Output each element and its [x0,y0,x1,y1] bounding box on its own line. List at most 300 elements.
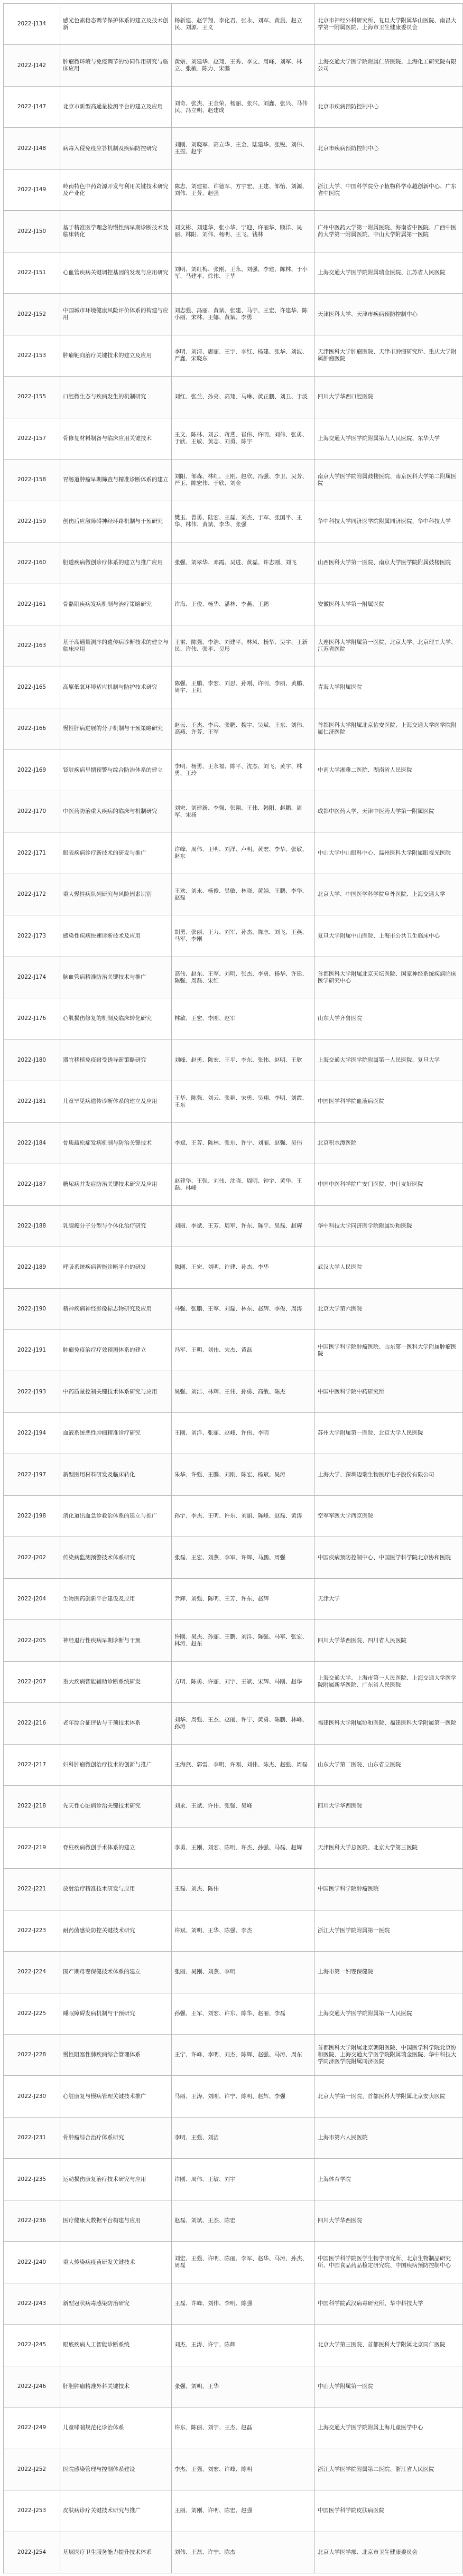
project-org-cell: 北京大学第三医院、首都医科大学附属北京同仁医院 [315,2325,463,2366]
project-people-cell: 赵建华、王强、刘伟、沈晓、周明、钟宇、黄华、王磊、林峰 [172,1164,315,1205]
project-id-cell: 2022-J172 [4,874,60,915]
project-org-cell: 上海交通大学医学院附属第一人民医院、复旦大学 [315,1039,463,1081]
project-org-cell: 空军军医大学西京医院 [315,1495,463,1537]
table-row [4,86,463,127]
project-id-cell: 2022-J184 [4,1122,60,1164]
project-org-cell: 北京大学第一医院、首都医科大学附属北京安贞医院 [315,2076,463,2117]
project-org-cell: 上海市第一妇婴保健院 [315,1952,463,1993]
table-row [4,791,463,832]
table-row [4,1578,463,1619]
project-org-cell: 中国疾病预防控制中心、中国医学科学院北京协和医院 [315,1537,463,1578]
project-org-cell: 苏州大学附属第一医院、北京大学人民医院 [315,1412,463,1454]
project-org-cell: 北京大学医学部、北京市卫生健康委员会 [315,2532,463,2573]
table-row [4,1495,463,1537]
project-org-cell: 福建医科大学附属协和医院、福建医科大学附属第一医院 [315,1703,463,1744]
table-row [4,377,463,418]
table-row [4,2076,463,2117]
project-id-cell: 2022-J217 [4,1744,60,1785]
table-row [4,2034,463,2075]
project-title-cell: 重大疾病智能辅助诊断系统研发 [60,1661,172,1702]
project-org-cell: 四川大学华西医院、四川省人民医院 [315,1620,463,1661]
project-id-cell: 2022-J181 [4,1081,60,1122]
project-org-cell: 天津医科大学总医院、北京大学第三医院 [315,1827,463,1868]
project-people-cell: 张磊、王宏、刘燕、李军、许辉、马鹏、周强 [172,1537,315,1578]
project-org-cell: 山东大学齐鲁医院 [315,998,463,1039]
project-id-cell: 2022-J174 [4,957,60,998]
project-org-cell: 浙江大学、中国科学院分子植物科学卓越创新中心、广东省中医院 [315,169,463,210]
project-org-cell: 山东大学第二医院、山东省立医院 [315,1744,463,1785]
project-people-cell: 樊玉、曾勇、陆宏、王磊、刘杰、于军、张国平、王华、林伟、黄斌、李华、张强 [172,501,315,542]
project-org-cell: 中国医学科学院肿瘤医院 [315,1869,463,1910]
table-row [4,998,463,1039]
project-id-cell: 2022-J223 [4,1910,60,1951]
table-row [4,1164,463,1205]
table-row [4,1454,463,1495]
project-people-cell: 刘峰、赵勇、陈宏、王平、李东、张伟、赵明、王欣 [172,1039,315,1081]
project-id-cell: 2022-J236 [4,2200,60,2241]
project-title-cell: 皮肤病诊疗关键技术研究与推广 [60,2490,172,2532]
project-people-cell: 尹辉、刘强、陈明、王芳、许东、赵辉 [172,1578,315,1619]
table-row [4,1247,463,1288]
project-org-cell: 大连医科大学附属第一医院、北京大学、北京理工大学、江苏省医院 [315,625,463,667]
project-org-cell: 中国中医科学院中药研究所 [315,1371,463,1412]
table-row [4,1122,463,1164]
table-row [4,1703,463,1744]
project-title-cell: 消化道出血急诊救治体系的建立与推广 [60,1495,172,1537]
table-row [4,2325,463,2366]
project-title-cell: 中国城市环境健康风险评价体系的构建与应用 [60,294,172,335]
table-row [4,460,463,501]
project-org-cell: 上海大学、深圳迈瑞生物医疗电子股份有限公司 [315,1454,463,1495]
awards-table-body [4,4,463,2573]
project-org-cell: 上海交通大学医学院附属瑞金医院、江苏省人民医院 [315,252,463,293]
project-people-cell: 许斌、刘明、王华、陈强、李杰 [172,1910,315,1951]
project-people-cell: 赵云、王杰、李兵、张鹏、魏宇、吴斌、王东、刘伟、高燕、许芳、王军 [172,708,315,749]
project-people-cell: 刘华、周强、王杰、赵丽、许宁、黄勇、陈鹏、林峰、孙涛 [172,1703,315,1744]
project-people-cell: 陈强、王鹏、李宏、刘思、孙刚、许明、李丽、黄鹏、周宇、王红 [172,667,315,708]
table-row [4,169,463,210]
project-title-cell: 口腔微生态与疾病发生的机制研究 [60,377,172,418]
project-id-cell: 2022-J193 [4,1371,60,1412]
project-people-cell: 刘伟、王磊、许宁、陈杰 [172,2532,315,2573]
project-title-cell: 高原低氧环境适应机制与防护技术研究 [60,667,172,708]
project-org-cell: 中国中医科学院广安门医院、中日友好医院 [315,1164,463,1205]
project-people-cell: 刘奇、张杰、王金荣、杨丽、张兴、刘鑫、张兴、马伟民、冯立明、赵建成 [172,86,315,127]
project-title-cell: 基于精准医学理念的慢性病早期诊断技术及临床转化 [60,211,172,252]
project-org-cell: 首都医科大学附属北京佑安医院、上海交通大学医学院附属仁济医院 [315,708,463,749]
project-title-cell: 中药质量控制关键技术体系研究与应用 [60,1371,172,1412]
project-org-cell: 中山大学附属第一医院 [315,2366,463,2407]
table-row [4,708,463,749]
project-people-cell: 王宁、许峰、李明、刘杰、陈辉、赵强、马涛、周东 [172,2034,315,2075]
table-row [4,45,463,86]
project-id-cell: 2022-J225 [4,1993,60,2034]
table-row [4,2490,463,2532]
project-people-cell: 方明、陈勇、许丽、刘宇、王斌、宋辉、马刚、赵华 [172,1661,315,1702]
project-org-cell: 华中科技大学同济医学院附属同济医院、华中科技大学 [315,501,463,542]
project-people-cell: 吴强、刘洁、林辉、王伟、孙勇、高敏、陈杰 [172,1371,315,1412]
table-row [4,1537,463,1578]
project-org-cell: 北京市神经外科研究所、复旦大学附属华山医院、南昌大学第一附属医院、上海市卫生健康委员会 [315,4,463,45]
project-org-cell: 中国医学科学院血液病医院 [315,1081,463,1122]
project-id-cell: 2022-J197 [4,1454,60,1495]
project-title-cell: 先天性心脏病诊治关键技术研究 [60,1786,172,1827]
project-people-cell: 王文、陈林、刘云、蒋燕、崔伟、许明、刘伟、张勇、于欣、王敏、黄志、刘勇、陈宇 [172,418,315,459]
table-row [4,1910,463,1951]
table-row [4,1205,463,1247]
project-people-cell: 李勇、王刚、刘宏、陈明、许杰、孙强、马磊、赵辉 [172,1827,315,1868]
project-title-cell: 感光色素稳态调节保护体系的建立及技术创新 [60,4,172,45]
table-row [4,542,463,584]
project-title-cell: 脊柱疾病微创手术体系的建立 [60,1827,172,1868]
project-title-cell: 运动损伤康复治疗技术研究与应用 [60,2159,172,2200]
table-row [4,750,463,791]
project-org-cell: 北京市疾病预防控制中心 [315,128,463,169]
table-row [4,832,463,874]
project-people-cell: 冯军、王明、刘伟、宋杰、黄磊 [172,1330,315,1371]
project-id-cell: 2022-J240 [4,2242,60,2283]
project-people-cell: 刘杰、王涛、许宁、陈辉 [172,2325,315,2366]
project-title-cell: 胆道疾病微创诊疗体系的建立与推广应用 [60,542,172,584]
project-title-cell: 骨骼肌疾病发病机制与治疗策略研究 [60,584,172,625]
project-org-cell: 四川大学华西医院 [315,1786,463,1827]
project-id-cell: 2022-J189 [4,1247,60,1288]
project-people-cell: 王磊、刘杰、陈伟 [172,1869,315,1910]
project-id-cell: 2022-J205 [4,1620,60,1661]
project-org-cell: 山西医科大学第一医院、南京大学医学院附属鼓楼医院 [315,542,463,584]
project-title-cell: 围产期母婴保健技术体系的建立 [60,1952,172,1993]
project-people-cell: 王华、陈强、刘云、张艳、宋勇、吴翔、李明、刘霞、王东 [172,1081,315,1122]
project-org-cell: 中国医学科学院肿瘤医院、山东第一医科大学附属肿瘤医院 [315,1330,463,1371]
table-row [4,2366,463,2407]
project-id-cell: 2022-J155 [4,377,60,418]
project-title-cell: 医院感染管理与控制体系建设 [60,2449,172,2490]
table-row [4,1330,463,1371]
table-row [4,335,463,376]
table-row [4,252,463,293]
project-id-cell: 2022-J161 [4,584,60,625]
project-people-cell: 王欢、刘永、杨俊、吴敏、林晓、黄娟、王鹏、李华、赵磊 [172,874,315,915]
project-people-cell: 许峰、周伟、王明、刘洋、卢明、黄宏、李华、张敏、赵东 [172,832,315,874]
project-id-cell: 2022-J142 [4,45,60,86]
project-people-cell: 刘宏、刘建新、李强、张翔、王伟、韩阳、赵鹏、周军、宋扬 [172,791,315,832]
project-people-cell: 许东、陈丽、刘宇、王杰、赵磊 [172,2408,315,2449]
project-title-cell: 脑血管病精准防治关键技术与推广 [60,957,172,998]
project-title-cell: 呼吸系统疾病智能诊断平台的研发 [60,1247,172,1288]
table-row [4,1786,463,1827]
table-row [4,584,463,625]
table-row [4,2283,463,2324]
table-row [4,874,463,915]
project-people-cell: 孙强、王军、刘宏、许东、陈华、赵丽、李磊 [172,1993,315,2034]
project-id-cell: 2022-J166 [4,708,60,749]
table-row [4,1744,463,1785]
project-people-cell: 刘宏、王强、许明、陈丽、李军、赵华、马涛、孙杰、周磊 [172,2242,315,2283]
table-row [4,2532,463,2573]
project-id-cell: 2022-J245 [4,2325,60,2366]
table-row [4,2200,463,2241]
project-title-cell: 创伤后应激障碍神经环路机制与干预研究 [60,501,172,542]
project-title-cell: 神经退行性疾病早期诊断与干预 [60,1620,172,1661]
project-title-cell: 心血管疾病关键调控基因的发现与应用研究 [60,252,172,293]
project-org-cell: 浙江大学医学院附属第一医院 [315,1910,463,1951]
project-id-cell: 2022-J153 [4,335,60,376]
project-id-cell: 2022-J194 [4,1412,60,1454]
project-title-cell: 基层医疗卫生服务能力提升技术体系 [60,2532,172,2573]
project-org-cell: 天津医科大学、天津市疾病预防控制中心 [315,294,463,335]
project-people-cell: 李杰、王强、刘宏、许峰、陈明 [172,2449,315,2490]
project-id-cell: 2022-J163 [4,625,60,667]
project-id-cell: 2022-J207 [4,1661,60,1702]
project-title-cell: 重大慢性病队列研究与风险因素识别 [60,874,172,915]
table-row [4,501,463,542]
project-title-cell: 重大传染病疫苗研发关键技术 [60,2242,172,2283]
project-people-cell: 刘丽、李斌、王芳、周军、许东、陈平、吴磊、赵辉 [172,1205,315,1247]
project-title-cell: 乳腺癌分子分型与个体化治疗研究 [60,1205,172,1247]
table-row [4,1081,463,1122]
project-people-cell: 刘明、刘红梅、张刚、王永、刘强、李建、陈林、于小军、马建平、徐伟、王华 [172,252,315,293]
project-org-cell: 武汉大学人民医院 [315,1247,463,1288]
project-org-cell: 上海体育学院 [315,2159,463,2200]
table-row [4,2159,463,2200]
table-row [4,2242,463,2283]
project-people-cell: 刘刚、刘晓军、高立华、王金、陆建华、张锐、刘伟、王振、赵宇 [172,128,315,169]
project-title-cell: 心脏康复与慢病管理关键技术推广 [60,2076,172,2117]
table-row [4,1869,463,1910]
project-people-cell: 马强、张鹏、王军、刘磊、林东、赵辉、李俊、周涛 [172,1288,315,1329]
project-org-cell: 上海交通大学医学院附属第一人民医院 [315,1993,463,2034]
project-id-cell: 2022-J173 [4,915,60,957]
project-org-cell: 中山大学中山眼科中心、温州医科大学附属眼视光医院 [315,832,463,874]
table-row [4,1952,463,1993]
project-title-cell: 新型冠状病毒感染防治研究 [60,2283,172,2324]
project-people-cell: 王海燕、郭雷、李明、许刚、刘伟、陈杰、赵强、周磊 [172,1744,315,1785]
project-org-cell: 上海市第六人民医院 [315,2117,463,2158]
project-people-cell: 高伟、赵东、王军、刘明、张杰、李勇、杨华、许建、陈强、周磊、宋红 [172,957,315,998]
project-title-cell: 老年综合征评估与干预技术体系 [60,1703,172,1744]
project-org-cell: 中南大学湘雅二医院、湖南省人民医院 [315,750,463,791]
project-id-cell: 2022-J134 [4,4,60,45]
project-people-cell: 李明、王强、刘洁 [172,2117,315,2158]
project-title-cell: 血液系统恶性肿瘤精准诊疗研究 [60,1412,172,1454]
project-id-cell: 2022-J160 [4,542,60,584]
project-people-cell: 许海、王俊、杨华、潘林、李燕、王鹏 [172,584,315,625]
project-id-cell: 2022-J228 [4,2034,60,2075]
project-id-cell: 2022-J216 [4,1703,60,1744]
project-title-cell: 骨修复材料制备与临床应用关键技术 [60,418,172,459]
project-people-cell: 朱华、许强、王鹏、刘刚、陈宏、杨斌、吴涛 [172,1454,315,1495]
project-title-cell: 肿瘤免疫治疗疗效预测体系的建立 [60,1330,172,1371]
project-id-cell: 2022-J180 [4,1039,60,1081]
project-title-cell: 医疗健康大数据平台构建与应用 [60,2200,172,2241]
project-org-cell: 天津医科大学肿瘤医院、天津市肿瘤研究所、重庆大学附属肿瘤医院 [315,335,463,376]
project-org-cell: 中国科学院武汉病毒研究所、华中科技大学 [315,2283,463,2324]
project-id-cell: 2022-J150 [4,211,60,252]
table-row [4,1661,463,1702]
project-id-cell: 2022-J243 [4,2283,60,2324]
project-people-cell: 许刚、吴杰、孙丽、王鹏、刘洋、陈强、马军、张宏、林涛、赵东 [172,1620,315,1661]
project-id-cell: 2022-J254 [4,2532,60,2573]
project-title-cell: 中医药防治重大疾病的临床与机制研究 [60,791,172,832]
project-id-cell: 2022-J246 [4,2366,60,2407]
table-row [4,128,463,169]
table-row [4,667,463,708]
table-row [4,1371,463,1412]
project-org-cell: 上海交通大学医学院附属第九人民医院、东华大学 [315,418,463,459]
project-id-cell: 2022-J221 [4,1869,60,1910]
project-id-cell: 2022-J165 [4,667,60,708]
project-id-cell: 2022-J157 [4,418,60,459]
project-org-cell: 首都医科大学附属北京朝阳医院、中国医学科学院北京协和医院、上海交通大学医学院附属瑞金医院、华中科技大学同济医学院附属同济医院 [315,2034,463,2075]
project-people-cell: 李明、刘清、唐丽、王宇、李红、杨建、张华、刘波、严鑫、宋晓东 [172,335,315,376]
project-org-cell: 安徽医科大学第一附属医院 [315,584,463,625]
project-title-cell: 骨肿瘤综合治疗体系研究 [60,2117,172,2158]
project-id-cell: 2022-J151 [4,252,60,293]
project-title-cell: 肾脏疾病早期预警与综合防治体系的建立 [60,750,172,791]
project-id-cell: 2022-J152 [4,294,60,335]
project-id-cell: 2022-J187 [4,1164,60,1205]
project-id-cell: 2022-J148 [4,128,60,169]
project-people-cell: 刘永、王斌、许伟、张强、吴峰 [172,1786,315,1827]
project-people-cell: 王刚、刘洋、张丽、赵峰、许伟、李明 [172,1412,315,1454]
project-org-cell: 复旦大学附属中山医院、上海市公共卫生临床中心 [315,915,463,957]
project-people-cell: 刘红、张兰、孙亮、高翔、马琳、黄正鹏、刘卫、于波 [172,377,315,418]
project-title-cell: 心肌损伤修复的机制及临床转化研究 [60,998,172,1039]
project-id-cell: 2022-J170 [4,791,60,832]
project-org-cell: 浙江大学医学院附属第二医院、浙江省人民医院 [315,2449,463,2490]
project-title-cell: 放射治疗精准技术研发与应用 [60,1869,172,1910]
project-title-cell: 感染性疾病快速诊断技术及应用 [60,915,172,957]
project-people-cell: 刘阳、邹森、林红、王刚、赵欣、冯强、李卫、吴芳、严玉、陈宏伟、于欣、刘金 [172,460,315,501]
project-id-cell: 2022-J188 [4,1205,60,1247]
project-people-cell: 李明、杨勇、王永福、陈平、沈杰、刘飞、黄宇、林勇、王玲 [172,750,315,791]
project-id-cell: 2022-J191 [4,1330,60,1371]
project-people-cell: 王丽、刘刚、许明、陈宏、赵强 [172,2490,315,2532]
project-title-cell: 胃肠道肿瘤早期筛查与精准诊断体系的建立 [60,460,172,501]
project-title-cell: 儿童哮喘规范化诊治体系 [60,2408,172,2449]
table-row [4,4,463,45]
project-org-cell: 四川大学华西医院 [315,2200,463,2241]
project-org-cell: 北京大学、中国医学科学院阜外医院、上海交通大学 [315,874,463,915]
table-row [4,1827,463,1868]
project-title-cell: 岭南特色中药资源开发与利用关键技术研究及产业化 [60,169,172,210]
table-row [4,2449,463,2490]
project-title-cell: 妇科肿瘤微创治疗技术的创新与推广 [60,1744,172,1785]
project-id-cell: 2022-J147 [4,86,60,127]
project-title-cell: 生物医药创新平台建设及应用 [60,1578,172,1619]
project-id-cell: 2022-J253 [4,2490,60,2532]
project-people-cell: 许刚、周伟、王敏、刘宇 [172,2159,315,2200]
project-id-cell: 2022-J224 [4,1952,60,1993]
project-org-cell: 北京积水潭医院 [315,1122,463,1164]
project-id-cell: 2022-J176 [4,998,60,1039]
table-row [4,1412,463,1454]
project-id-cell: 2022-J169 [4,750,60,791]
table-row [4,1993,463,2034]
project-people-cell: 陈刚、王宏、刘明、许建、孙杰、李华 [172,1247,315,1288]
project-people-cell: 王磊、许峰、刘伟、李明、陈强 [172,2283,315,2324]
table-row [4,957,463,998]
project-title-cell: 新型医用材料研发及临床转化 [60,1454,172,1495]
project-id-cell: 2022-J171 [4,832,60,874]
table-row [4,2117,463,2158]
project-title-cell: 基于高通量测序的遗传病诊断技术的建立与临床应用 [60,625,172,667]
project-people-cell: 张强、刘翠华、邓霞、吴进、黄磊、许志刚、刘飞 [172,542,315,584]
project-org-cell: 上海交通大学医学院附属上海儿童医学中心 [315,2408,463,2449]
project-id-cell: 2022-J231 [4,2117,60,2158]
project-org-cell: 天津大学 [315,1578,463,1619]
project-id-cell: 2022-J252 [4,2449,60,2490]
project-people-cell: 刘文彬、刘建华、张小华、宁迎、许丽华、顾洋、吴丽、林阳、刘伟、杨明、王飞、钱林 [172,211,315,252]
project-title-cell: 慢性阻塞性肺疾病综合管理体系 [60,2034,172,2075]
project-people-cell: 杨新建、赵学翔、李化君、张永、刘军、黄晨、赵立民、刘源、王义 [172,4,315,45]
project-id-cell: 2022-J219 [4,1827,60,1868]
project-title-cell: 儿童罕见病遗传诊断体系的建立及应用 [60,1081,172,1122]
project-people-cell: 陈志、刘建福、许德军、方宇宏、王建、邹怡、刘源、刘伟、王芳、赵强 [172,169,315,210]
project-org-cell: 广州中医药大学第一附属医院、海南省中医院、广西中医药大学第一附属医院、中山大学附属第一医院 [315,211,463,252]
project-title-cell: 肿瘤微环境与免疫调节的协同作用研究与临床应用 [60,45,172,86]
project-title-cell: 精神疾病神经影像标志物研究及应用 [60,1288,172,1329]
project-id-cell: 2022-J204 [4,1578,60,1619]
project-org-cell: 华中科技大学同济医学院附属协和医院 [315,1205,463,1247]
table-row [4,211,463,252]
project-org-cell: 南京大学医学院附属鼓楼医院、南京医科大学第二附属医院 [315,460,463,501]
project-id-cell: 2022-J202 [4,1537,60,1578]
project-id-cell: 2022-J249 [4,2408,60,2449]
project-people-cell: 李斌、王芳、陈林、张东、许宁、刘丽、赵强、吴伟 [172,1122,315,1164]
project-id-cell: 2022-J149 [4,169,60,210]
project-id-cell: 2022-J230 [4,2076,60,2117]
awards-table [3,3,463,2573]
project-title-cell: 眼底疾病人工智能诊断系统 [60,2325,172,2366]
project-org-cell: 中国医学科学院皮肤病医院 [315,2490,463,2532]
project-title-cell: 器官移植免疫耐受诱导新策略研究 [60,1039,172,1081]
project-title-cell: 传染病监测预警技术体系研究 [60,1537,172,1578]
project-org-cell: 上海交通大学医学院附属仁济医院、上海化工研究院有限公司 [315,45,463,86]
project-title-cell: 骨质疏松症发病机制与防治关键技术 [60,1122,172,1164]
project-title-cell: 耐药菌感染防控关键技术研究 [60,1910,172,1951]
project-people-cell: 马丽、王涛、刘刚、许宁、陈明、赵辉、李强 [172,2076,315,2117]
table-row [4,915,463,957]
project-org-cell: 青海大学附属医院 [315,667,463,708]
project-people-cell: 赵磊、刘斌、王杰、陈宏 [172,2200,315,2241]
project-org-cell: 北京市疾病预防控制中心 [315,86,463,127]
project-title-cell: 眼表疾病诊疗新技术的研发与推广 [60,832,172,874]
table-row [4,1288,463,1329]
project-people-cell: 张强、刘明、王华 [172,2366,315,2407]
project-id-cell: 2022-J218 [4,1786,60,1827]
project-org-cell: 上海交通大学、上海市第一人民医院、上海交通大学医学院附属新华医院、广东省人民医院 [315,1661,463,1702]
project-org-cell: 四川大学华西口腔医院 [315,377,463,418]
project-title-cell: 肿瘤靶向治疗关键技术的建立及应用 [60,335,172,376]
project-id-cell: 2022-J158 [4,460,60,501]
project-org-cell: 成都中医药大学、天津中医药大学第一附属医院 [315,791,463,832]
project-people-cell: 张丽、吴刚、刘燕、李明 [172,1952,315,1993]
project-id-cell: 2022-J190 [4,1288,60,1329]
project-id-cell: 2022-J235 [4,2159,60,2200]
project-org-cell: 中国医学科学院医学生物学研究所、北京生物制品研究所、中国食品药品检定研究院、中国疾病预防控制中心 [315,2242,463,2283]
project-people-cell: 胡勇、张丽、王力、刘军、孙杰、陈志、刘飞、王燕、马军、李刚 [172,915,315,957]
project-title-cell: 睡眠障碍发病机制与干预研究 [60,1993,172,2034]
table-row [4,1620,463,1661]
table-row [4,2408,463,2449]
project-people-cell: 刘志强、冯丽、黄斌、张建、马宇、王宏、许建华、陈小丽、宋林、王娜、黄斌、李勇 [172,294,315,335]
project-org-cell: 北京大学第六医院 [315,1288,463,1329]
table-row [4,294,463,335]
table-row [4,1039,463,1081]
project-title-cell: 糖尿病并发症防治关键技术研究及应用 [60,1164,172,1205]
project-title-cell: 肝胆肿瘤精准外科关键技术 [60,2366,172,2407]
